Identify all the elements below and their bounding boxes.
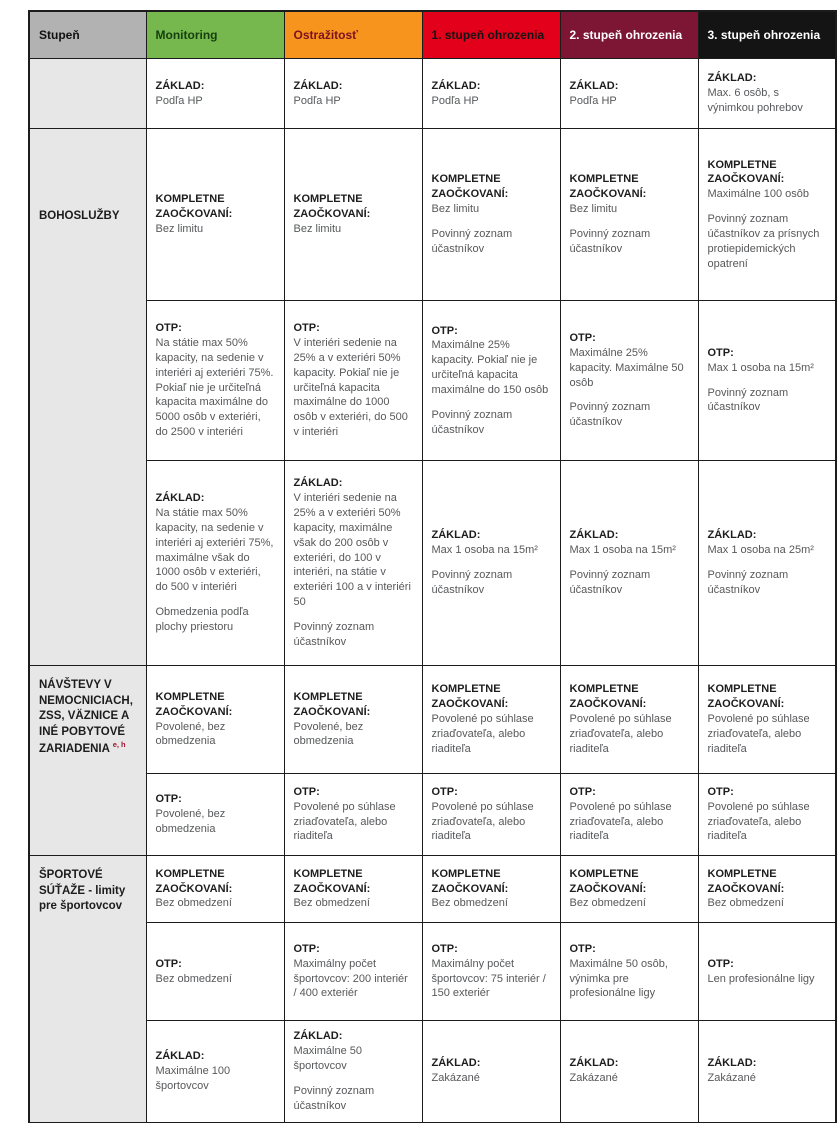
- cell-label: ZÁKLAD:: [293, 477, 343, 490]
- cell-label: ZÁKLAD:: [293, 79, 343, 92]
- cell-text: Max. 6 osôb, s výnimkou pohrebov: [707, 87, 803, 114]
- table-cell: [560, 1021, 698, 1123]
- cell-text: Max 1 osoba na 15m²: [707, 361, 814, 374]
- table-cell: [698, 774, 836, 856]
- table-cell: [146, 923, 284, 1021]
- table-cell: [284, 301, 422, 461]
- table-cell: [698, 301, 836, 461]
- table-cell: [284, 59, 422, 129]
- table-cell: [422, 59, 560, 129]
- table-cell: [146, 774, 284, 856]
- table-cell: [698, 461, 836, 666]
- cell-text: Maximálne 25% kapacity. Pokiaľ nie je určiteľná kapacita maximálne do 150 osôb: [431, 339, 549, 396]
- cell-text: Len profesionálne ligy: [707, 972, 815, 985]
- cell-text: Podľa HP: [431, 94, 479, 107]
- cell-text: Maximálny počet športovcov: 200 interiér / 400 exteriér: [293, 957, 408, 1000]
- cell-label: OTP:: [155, 793, 182, 806]
- table-cell: [284, 1021, 422, 1123]
- cell-text: Maximálne 100 športovcov: [155, 1064, 231, 1092]
- cell-text: Povolené po súhlase zriaďovateľa, alebo riaditeľa: [293, 800, 396, 843]
- header-row: [29, 11, 836, 59]
- table-cell: [560, 923, 698, 1021]
- table-cell: [146, 666, 284, 774]
- table-cell: [146, 129, 284, 301]
- row-label-text: BOHOSLUŽBY: [39, 210, 120, 222]
- cell-text: Bez obmedzení: [707, 897, 784, 910]
- cell-label: ZÁKLAD:: [569, 529, 619, 542]
- cell-text: Na státie max 50% kapacity, na sedenie v interiéri aj exteriéri 75%. Pokiaľ nie je určiteľná kapacita maximálne do 5000 osôb v exteriéri, do 2500 v interiéri: [155, 336, 274, 439]
- cell-label: OTP:: [569, 331, 596, 344]
- cell-text: Zakázané: [431, 1072, 480, 1085]
- cell-label: OTP:: [707, 346, 734, 359]
- cell-text: Povinný zoznam účastníkov: [431, 569, 513, 596]
- cell-text: Bez obmedzení: [293, 897, 370, 910]
- cell-text: Maximálne 50 športovcov: [293, 1044, 362, 1072]
- cell-label: KOMPLETNE ZAOČKOVANÍ:: [431, 683, 509, 711]
- cell-text: Bez obmedzení: [431, 897, 508, 910]
- table-cell: [284, 129, 422, 301]
- cell-text: Zakázané: [569, 1072, 618, 1085]
- cell-text: Povinný zoznam účastníkov: [707, 386, 789, 414]
- cell-text: Max 1 osoba na 25m²: [707, 544, 814, 557]
- table-cell: [560, 666, 698, 774]
- cell-text: Povolené po súhlase zriaďovateľa, alebo riaditeľa: [431, 800, 534, 843]
- cell-text: Povolené, bez obmedzenia: [155, 808, 226, 835]
- cell-label: KOMPLETNE ZAOČKOVANÍ:: [293, 193, 371, 221]
- table-cell: [698, 923, 836, 1021]
- cell-text: Bez obmedzení: [155, 897, 232, 910]
- header-stupen: Stupeň: [29, 11, 146, 59]
- cell-label: ZÁKLAD:: [431, 529, 481, 542]
- cell-text: Povolené po súhlase zriaďovateľa, alebo riaditeľa: [569, 713, 672, 755]
- cell-label: OTP:: [707, 785, 734, 798]
- table-cell: [284, 856, 422, 923]
- table-row: [29, 129, 836, 301]
- table-row: [29, 59, 836, 129]
- cell-text: Povinný zoznam účastníkov: [431, 227, 513, 255]
- cell-text: Bez obmedzení: [155, 972, 232, 985]
- table-cell: [698, 129, 836, 301]
- cell-label: ZÁKLAD:: [155, 79, 205, 92]
- table-cell: [422, 666, 560, 774]
- header-ostrazitost: Ostražitosť: [284, 11, 422, 59]
- cell-label: KOMPLETNE ZAOČKOVANÍ:: [293, 867, 371, 895]
- table-cell: [146, 301, 284, 461]
- cell-text: Obmedzenia podľa plochy priestoru: [155, 606, 249, 633]
- cell-label: OTP:: [155, 957, 182, 970]
- cell-label: OTP:: [293, 322, 320, 335]
- cell-label: ZÁKLAD:: [569, 1057, 619, 1070]
- cell-text: V interiéri sedenie na 25% a v exteriéri 50% kapacity. Pokiaľ nie je určiteľná kapacita maximálne do 1000 osôb v exteriéri, do 500 v interiéri: [293, 336, 408, 439]
- table-cell: [146, 461, 284, 666]
- cell-label: KOMPLETNE ZAOČKOVANÍ:: [707, 158, 785, 186]
- table-cell: [698, 1021, 836, 1123]
- cell-text: Maximálny počet športovcov: 75 interiér / 150 exteriér: [431, 957, 546, 1000]
- table-cell: [146, 59, 284, 129]
- cell-text: Na státie max 50% kapacity, na sedenie v interiéri aj exteriéri 75%, maximálne však do 1000 osôb v exteriéri, do 500 v interiéri: [155, 507, 274, 594]
- cell-text: Podľa HP: [293, 94, 341, 107]
- row-label-bohosluzby: [29, 129, 146, 666]
- table-row: [29, 666, 836, 774]
- cell-text: Povolené po súhlase zriaďovateľa, alebo riaditeľa: [431, 713, 534, 755]
- table-cell: [146, 856, 284, 923]
- cell-text: Podľa HP: [569, 94, 617, 107]
- table-cell: [284, 666, 422, 774]
- cell-text: Povinný zoznam účastníkov: [569, 401, 651, 429]
- cell-text: Povolené po súhlase zriaďovateľa, alebo riaditeľa: [707, 713, 810, 755]
- header-stupen-1: 1. stupeň ohrozenia: [422, 11, 560, 59]
- cell-label: KOMPLETNE ZAOČKOVANÍ:: [707, 867, 785, 895]
- cell-text: Povinný zoznam účastníkov: [569, 569, 651, 596]
- cell-text: Max 1 osoba na 15m²: [431, 544, 538, 557]
- cell-text: Bez obmedzení: [569, 897, 646, 910]
- cell-label: ZÁKLAD:: [431, 1057, 481, 1070]
- cell-label: ZÁKLAD:: [707, 1057, 757, 1070]
- cell-text: Max 1 osoba na 15m²: [569, 544, 676, 557]
- table-row: [29, 301, 836, 461]
- table-row: [29, 856, 836, 923]
- cell-label: ZÁKLAD:: [707, 72, 757, 85]
- table-cell: [146, 1021, 284, 1123]
- cell-text: Povolené po súhlase zriaďovateľa, alebo riaditeľa: [569, 800, 672, 843]
- cell-label: OTP:: [431, 324, 458, 337]
- table-cell: [560, 461, 698, 666]
- cell-label: OTP:: [293, 785, 320, 798]
- cell-text: V interiéri sedenie na 25% a v exteriéri 50% kapacity, maximálne však do 200 osôb v exteriéri, do 100 v interiéri, na státie v exteriéri 100 a v interiéri 50: [293, 492, 411, 609]
- table-cell: [698, 666, 836, 774]
- cell-text: Povolené, bez obmedzenia: [293, 720, 364, 748]
- cell-text: Maximálne 25% kapacity. Maximálne 50 osôb: [569, 346, 684, 389]
- cell-text: Povinný zoznam účastníkov: [569, 227, 651, 255]
- table-cell: [560, 856, 698, 923]
- cell-text: Povinný zoznam účastníkov za prísnych protiepidemických opatrení: [707, 213, 820, 270]
- row-label-text: NÁVŠTEVY V NEMOCNICIACH, ZSS, VÄZNICE A INÉ POBYTOVÉ ZARIADENIA: [39, 679, 133, 755]
- cell-text: Povolené po súhlase zriaďovateľa, alebo riaditeľa: [707, 800, 810, 843]
- row-label-empty: [29, 59, 146, 129]
- cell-text: Bez limitu: [155, 222, 204, 235]
- table-row: [29, 461, 836, 666]
- cell-label: OTP:: [431, 942, 458, 955]
- table-cell: [422, 774, 560, 856]
- cell-text: Bez limitu: [293, 222, 342, 235]
- cell-label: OTP:: [155, 322, 182, 335]
- table-cell: [284, 923, 422, 1021]
- cell-label: OTP:: [569, 942, 596, 955]
- cell-label: ZÁKLAD:: [431, 79, 481, 92]
- header-stupen-3: 3. stupeň ohrozenia: [698, 11, 836, 59]
- table-cell: [698, 59, 836, 129]
- cell-label: KOMPLETNE ZAOČKOVANÍ:: [155, 867, 233, 895]
- cell-text: Povolené, bez obmedzenia: [155, 720, 226, 748]
- table-cell: [422, 856, 560, 923]
- cell-text: Bez limitu: [431, 203, 480, 216]
- cell-label: KOMPLETNE ZAOČKOVANÍ:: [155, 193, 233, 221]
- cell-label: OTP:: [431, 785, 458, 798]
- cell-text: Povinný zoznam účastníkov: [293, 1084, 375, 1112]
- cell-label: KOMPLETNE ZAOČKOVANÍ:: [569, 867, 647, 895]
- table-cell: [422, 923, 560, 1021]
- row-label-navstevy: [29, 666, 146, 856]
- cell-label: KOMPLETNE ZAOČKOVANÍ:: [293, 690, 371, 718]
- row-label-sportove-sutaze: [29, 856, 146, 1123]
- cell-label: ZÁKLAD:: [707, 529, 757, 542]
- table-cell: [422, 301, 560, 461]
- header-stupen-2: 2. stupeň ohrozenia: [560, 11, 698, 59]
- table-cell: [422, 461, 560, 666]
- table-cell: [422, 1021, 560, 1123]
- cell-label: ZÁKLAD:: [569, 79, 619, 92]
- cell-label: ZÁKLAD:: [293, 1030, 343, 1043]
- cell-text: Maximálne 100 osôb: [707, 188, 810, 201]
- table-cell: [698, 856, 836, 923]
- table-cell: [422, 129, 560, 301]
- table-row: [29, 1021, 836, 1123]
- cell-label: OTP:: [293, 942, 320, 955]
- cell-label: KOMPLETNE ZAOČKOVANÍ:: [431, 867, 509, 895]
- table-cell: [560, 301, 698, 461]
- cell-text: Zakázané: [707, 1072, 756, 1085]
- cell-label: OTP:: [569, 785, 596, 798]
- table-row: [29, 923, 836, 1021]
- cell-label: KOMPLETNE ZAOČKOVANÍ:: [707, 683, 785, 711]
- restrictions-table: [28, 10, 837, 1123]
- row-label-footnote: e, h: [112, 740, 126, 750]
- cell-text: Povinný zoznam účastníkov: [707, 569, 789, 596]
- row-label-text: ŠPORTOVÉ SÚŤAŽE - limity pre športovcov: [39, 869, 126, 913]
- table-cell: [560, 129, 698, 301]
- cell-text: Bez limitu: [569, 203, 618, 216]
- cell-label: KOMPLETNE ZAOČKOVANÍ:: [569, 683, 647, 711]
- cell-text: Maximálne 50 osôb, výnimka pre profesionálne ligy: [569, 957, 668, 1000]
- table-cell: [284, 461, 422, 666]
- cell-label: KOMPLETNE ZAOČKOVANÍ:: [431, 173, 509, 201]
- cell-label: ZÁKLAD:: [155, 492, 205, 505]
- cell-text: Podľa HP: [155, 94, 203, 107]
- cell-text: Povinný zoznam účastníkov: [431, 408, 513, 436]
- cell-label: KOMPLETNE ZAOČKOVANÍ:: [155, 690, 233, 718]
- cell-label: OTP:: [707, 957, 734, 970]
- table-row: [29, 774, 836, 856]
- table-cell: [560, 59, 698, 129]
- cell-text: Povinný zoznam účastníkov: [293, 620, 375, 648]
- table-cell: [560, 774, 698, 856]
- cell-label: KOMPLETNE ZAOČKOVANÍ:: [569, 173, 647, 201]
- header-monitoring: Monitoring: [146, 11, 284, 59]
- cell-label: ZÁKLAD:: [155, 1049, 205, 1062]
- table-cell: [284, 774, 422, 856]
